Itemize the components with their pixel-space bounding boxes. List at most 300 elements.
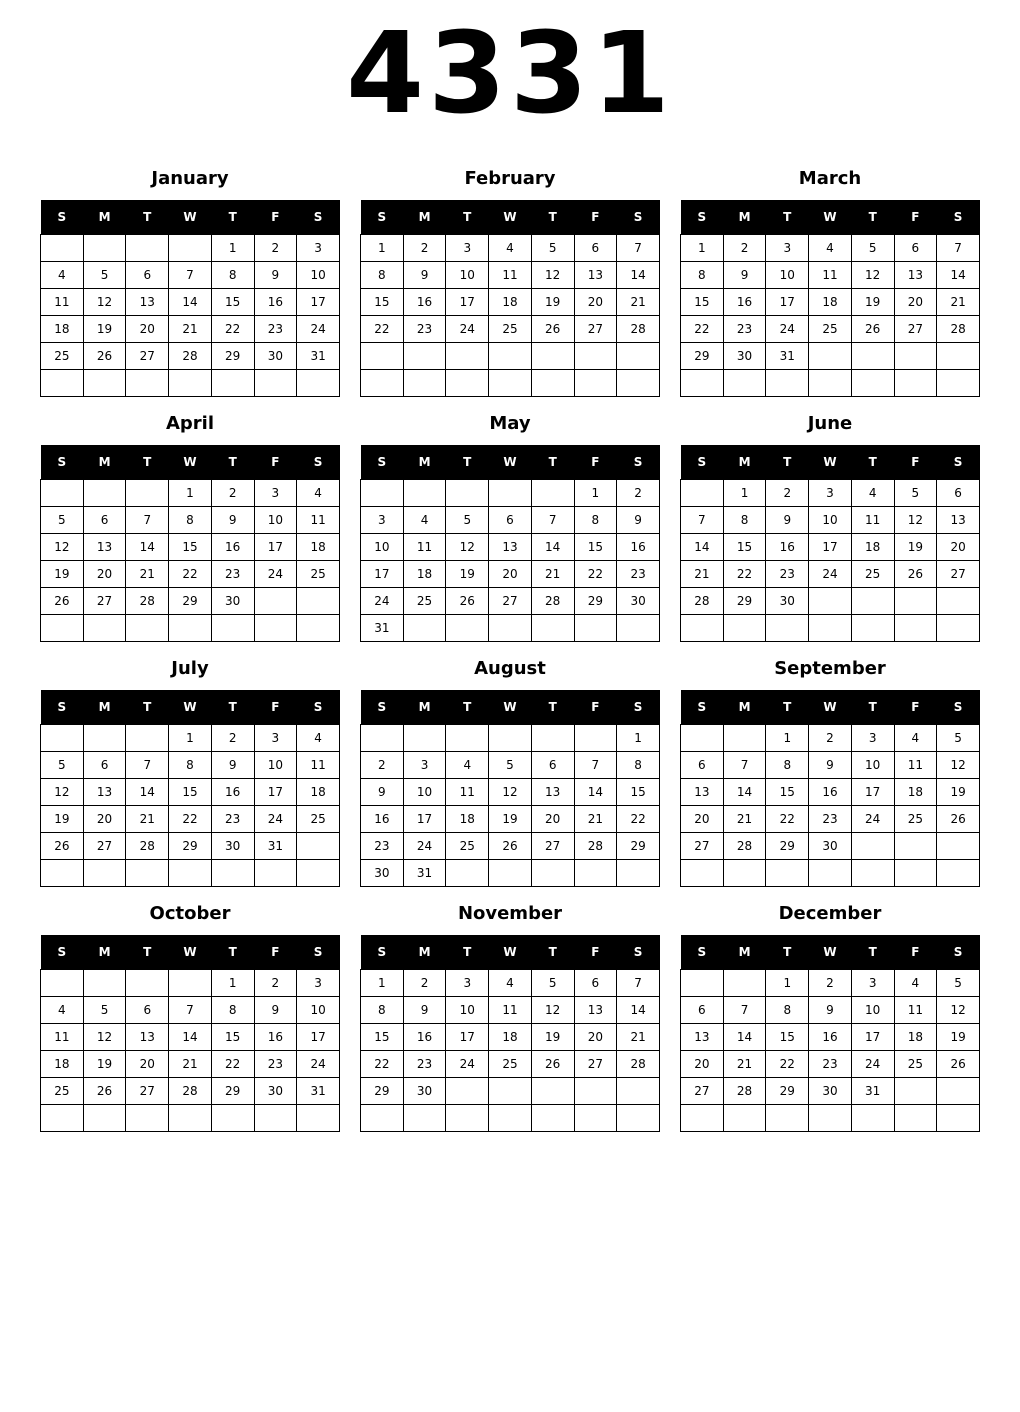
day-cell[interactable]: 5 <box>937 725 980 752</box>
day-cell[interactable]: 1 <box>681 235 724 262</box>
day-cell[interactable]: 30 <box>766 588 809 615</box>
day-cell[interactable]: 24 <box>403 833 446 860</box>
day-cell[interactable]: 3 <box>297 970 340 997</box>
day-cell[interactable]: 23 <box>617 561 660 588</box>
day-cell[interactable]: 2 <box>361 752 404 779</box>
day-cell[interactable]: 15 <box>574 534 617 561</box>
day-cell[interactable]: 10 <box>446 262 489 289</box>
day-cell[interactable]: 28 <box>723 833 766 860</box>
day-cell[interactable]: 19 <box>937 1024 980 1051</box>
day-cell[interactable]: 24 <box>809 561 852 588</box>
day-cell[interactable]: 12 <box>937 752 980 779</box>
day-cell[interactable]: 16 <box>766 534 809 561</box>
day-cell[interactable]: 8 <box>361 997 404 1024</box>
day-cell[interactable]: 18 <box>894 779 937 806</box>
day-cell[interactable]: 7 <box>574 752 617 779</box>
day-cell[interactable]: 11 <box>297 752 340 779</box>
day-cell[interactable]: 16 <box>254 289 297 316</box>
day-cell[interactable]: 16 <box>403 289 446 316</box>
day-cell[interactable]: 19 <box>937 779 980 806</box>
day-cell[interactable]: 9 <box>809 752 852 779</box>
day-cell[interactable]: 25 <box>489 316 532 343</box>
day-cell[interactable]: 24 <box>297 316 340 343</box>
day-cell[interactable]: 12 <box>851 262 894 289</box>
day-cell[interactable]: 2 <box>723 235 766 262</box>
day-cell[interactable]: 1 <box>169 480 212 507</box>
day-cell[interactable]: 19 <box>83 316 126 343</box>
day-cell[interactable]: 12 <box>83 1024 126 1051</box>
day-cell[interactable]: 15 <box>169 534 212 561</box>
day-cell[interactable]: 25 <box>446 833 489 860</box>
day-cell[interactable]: 30 <box>809 1078 852 1105</box>
day-cell[interactable]: 21 <box>681 561 724 588</box>
day-cell[interactable]: 25 <box>894 806 937 833</box>
day-cell[interactable]: 29 <box>766 1078 809 1105</box>
day-cell[interactable]: 5 <box>41 752 84 779</box>
day-cell[interactable]: 26 <box>851 316 894 343</box>
day-cell[interactable]: 28 <box>723 1078 766 1105</box>
day-cell[interactable]: 19 <box>531 1024 574 1051</box>
day-cell[interactable]: 22 <box>361 1051 404 1078</box>
day-cell[interactable]: 9 <box>254 997 297 1024</box>
day-cell[interactable]: 3 <box>446 235 489 262</box>
day-cell[interactable]: 2 <box>766 480 809 507</box>
day-cell[interactable]: 5 <box>83 997 126 1024</box>
day-cell[interactable]: 30 <box>617 588 660 615</box>
day-cell[interactable]: 25 <box>297 806 340 833</box>
day-cell[interactable]: 23 <box>723 316 766 343</box>
day-cell[interactable]: 3 <box>809 480 852 507</box>
day-cell[interactable]: 4 <box>446 752 489 779</box>
day-cell[interactable]: 5 <box>83 262 126 289</box>
day-cell[interactable]: 24 <box>361 588 404 615</box>
day-cell[interactable]: 12 <box>446 534 489 561</box>
day-cell[interactable]: 5 <box>531 235 574 262</box>
day-cell[interactable]: 1 <box>211 235 254 262</box>
day-cell[interactable]: 1 <box>617 725 660 752</box>
day-cell[interactable]: 18 <box>489 1024 532 1051</box>
day-cell[interactable]: 12 <box>937 997 980 1024</box>
day-cell[interactable]: 1 <box>361 970 404 997</box>
day-cell[interactable]: 22 <box>211 1051 254 1078</box>
day-cell[interactable]: 26 <box>41 588 84 615</box>
day-cell[interactable]: 14 <box>617 997 660 1024</box>
day-cell[interactable]: 22 <box>169 561 212 588</box>
day-cell[interactable]: 3 <box>254 480 297 507</box>
day-cell[interactable]: 8 <box>766 752 809 779</box>
day-cell[interactable]: 5 <box>489 752 532 779</box>
day-cell[interactable]: 3 <box>297 235 340 262</box>
day-cell[interactable]: 14 <box>681 534 724 561</box>
day-cell[interactable]: 10 <box>446 997 489 1024</box>
day-cell[interactable]: 10 <box>254 507 297 534</box>
day-cell[interactable]: 29 <box>574 588 617 615</box>
day-cell[interactable]: 26 <box>83 343 126 370</box>
day-cell[interactable]: 1 <box>361 235 404 262</box>
day-cell[interactable]: 22 <box>169 806 212 833</box>
day-cell[interactable]: 9 <box>723 262 766 289</box>
day-cell[interactable]: 6 <box>681 997 724 1024</box>
day-cell[interactable]: 23 <box>254 1051 297 1078</box>
day-cell[interactable]: 1 <box>766 725 809 752</box>
day-cell[interactable]: 20 <box>894 289 937 316</box>
day-cell[interactable]: 26 <box>41 833 84 860</box>
day-cell[interactable]: 11 <box>489 262 532 289</box>
day-cell[interactable]: 1 <box>723 480 766 507</box>
day-cell[interactable]: 16 <box>809 779 852 806</box>
day-cell[interactable]: 13 <box>894 262 937 289</box>
day-cell[interactable]: 21 <box>937 289 980 316</box>
day-cell[interactable]: 12 <box>41 779 84 806</box>
day-cell[interactable]: 17 <box>361 561 404 588</box>
day-cell[interactable]: 26 <box>894 561 937 588</box>
day-cell[interactable]: 25 <box>809 316 852 343</box>
day-cell[interactable]: 8 <box>169 752 212 779</box>
day-cell[interactable]: 17 <box>851 779 894 806</box>
day-cell[interactable]: 11 <box>297 507 340 534</box>
day-cell[interactable]: 10 <box>809 507 852 534</box>
day-cell[interactable]: 29 <box>169 833 212 860</box>
day-cell[interactable]: 17 <box>297 1024 340 1051</box>
day-cell[interactable]: 27 <box>574 1051 617 1078</box>
day-cell[interactable]: 5 <box>41 507 84 534</box>
day-cell[interactable]: 20 <box>574 289 617 316</box>
day-cell[interactable]: 11 <box>809 262 852 289</box>
day-cell[interactable]: 5 <box>851 235 894 262</box>
day-cell[interactable]: 10 <box>361 534 404 561</box>
day-cell[interactable]: 26 <box>446 588 489 615</box>
day-cell[interactable]: 14 <box>723 1024 766 1051</box>
day-cell[interactable]: 22 <box>211 316 254 343</box>
day-cell[interactable]: 24 <box>254 561 297 588</box>
day-cell[interactable]: 9 <box>617 507 660 534</box>
day-cell[interactable]: 11 <box>489 997 532 1024</box>
day-cell[interactable]: 23 <box>766 561 809 588</box>
day-cell[interactable]: 11 <box>446 779 489 806</box>
day-cell[interactable]: 15 <box>361 289 404 316</box>
day-cell[interactable]: 21 <box>169 1051 212 1078</box>
day-cell[interactable]: 29 <box>361 1078 404 1105</box>
day-cell[interactable]: 3 <box>851 970 894 997</box>
day-cell[interactable]: 27 <box>681 833 724 860</box>
day-cell[interactable]: 7 <box>723 997 766 1024</box>
day-cell[interactable]: 9 <box>403 262 446 289</box>
day-cell[interactable]: 21 <box>531 561 574 588</box>
day-cell[interactable]: 27 <box>574 316 617 343</box>
day-cell[interactable]: 3 <box>403 752 446 779</box>
day-cell[interactable]: 7 <box>169 997 212 1024</box>
day-cell[interactable]: 31 <box>766 343 809 370</box>
day-cell[interactable]: 29 <box>766 833 809 860</box>
day-cell[interactable]: 7 <box>617 235 660 262</box>
day-cell[interactable]: 10 <box>766 262 809 289</box>
day-cell[interactable]: 8 <box>169 507 212 534</box>
day-cell[interactable]: 23 <box>254 316 297 343</box>
day-cell[interactable]: 17 <box>851 1024 894 1051</box>
day-cell[interactable]: 20 <box>681 1051 724 1078</box>
day-cell[interactable]: 20 <box>681 806 724 833</box>
day-cell[interactable]: 8 <box>723 507 766 534</box>
day-cell[interactable]: 29 <box>681 343 724 370</box>
day-cell[interactable]: 31 <box>297 1078 340 1105</box>
day-cell[interactable]: 18 <box>297 534 340 561</box>
day-cell[interactable]: 10 <box>851 752 894 779</box>
day-cell[interactable]: 12 <box>489 779 532 806</box>
day-cell[interactable]: 11 <box>41 289 84 316</box>
day-cell[interactable]: 13 <box>681 1024 724 1051</box>
day-cell[interactable]: 31 <box>361 615 404 642</box>
day-cell[interactable]: 6 <box>126 262 169 289</box>
day-cell[interactable]: 19 <box>894 534 937 561</box>
day-cell[interactable]: 10 <box>403 779 446 806</box>
day-cell[interactable]: 30 <box>361 860 404 887</box>
day-cell[interactable]: 14 <box>169 1024 212 1051</box>
day-cell[interactable]: 24 <box>766 316 809 343</box>
day-cell[interactable]: 10 <box>851 997 894 1024</box>
day-cell[interactable]: 30 <box>809 833 852 860</box>
day-cell[interactable]: 9 <box>254 262 297 289</box>
day-cell[interactable]: 4 <box>41 997 84 1024</box>
day-cell[interactable]: 18 <box>894 1024 937 1051</box>
day-cell[interactable]: 21 <box>169 316 212 343</box>
day-cell[interactable]: 18 <box>403 561 446 588</box>
day-cell[interactable]: 24 <box>851 1051 894 1078</box>
day-cell[interactable]: 20 <box>126 316 169 343</box>
day-cell[interactable]: 9 <box>403 997 446 1024</box>
day-cell[interactable]: 25 <box>297 561 340 588</box>
day-cell[interactable]: 18 <box>41 1051 84 1078</box>
day-cell[interactable]: 13 <box>574 997 617 1024</box>
day-cell[interactable]: 7 <box>126 507 169 534</box>
day-cell[interactable]: 14 <box>617 262 660 289</box>
day-cell[interactable]: 22 <box>766 806 809 833</box>
day-cell[interactable]: 23 <box>403 1051 446 1078</box>
day-cell[interactable]: 25 <box>851 561 894 588</box>
day-cell[interactable]: 28 <box>126 588 169 615</box>
day-cell[interactable]: 9 <box>211 752 254 779</box>
day-cell[interactable]: 19 <box>446 561 489 588</box>
day-cell[interactable]: 15 <box>723 534 766 561</box>
day-cell[interactable]: 29 <box>211 343 254 370</box>
day-cell[interactable]: 13 <box>489 534 532 561</box>
day-cell[interactable]: 26 <box>531 1051 574 1078</box>
day-cell[interactable]: 14 <box>723 779 766 806</box>
day-cell[interactable]: 14 <box>574 779 617 806</box>
day-cell[interactable]: 2 <box>254 970 297 997</box>
day-cell[interactable]: 18 <box>297 779 340 806</box>
day-cell[interactable]: 6 <box>574 970 617 997</box>
day-cell[interactable]: 13 <box>937 507 980 534</box>
day-cell[interactable]: 23 <box>361 833 404 860</box>
day-cell[interactable]: 2 <box>809 970 852 997</box>
day-cell[interactable]: 27 <box>126 343 169 370</box>
day-cell[interactable]: 26 <box>83 1078 126 1105</box>
day-cell[interactable]: 8 <box>211 997 254 1024</box>
day-cell[interactable]: 22 <box>766 1051 809 1078</box>
day-cell[interactable]: 24 <box>446 316 489 343</box>
day-cell[interactable]: 1 <box>574 480 617 507</box>
day-cell[interactable]: 20 <box>531 806 574 833</box>
day-cell[interactable]: 20 <box>126 1051 169 1078</box>
day-cell[interactable]: 13 <box>126 1024 169 1051</box>
day-cell[interactable]: 6 <box>531 752 574 779</box>
day-cell[interactable]: 11 <box>403 534 446 561</box>
day-cell[interactable]: 21 <box>723 806 766 833</box>
day-cell[interactable]: 15 <box>617 779 660 806</box>
day-cell[interactable]: 3 <box>361 507 404 534</box>
day-cell[interactable]: 10 <box>297 997 340 1024</box>
day-cell[interactable]: 20 <box>83 806 126 833</box>
day-cell[interactable]: 6 <box>126 997 169 1024</box>
day-cell[interactable]: 15 <box>681 289 724 316</box>
day-cell[interactable]: 16 <box>211 779 254 806</box>
day-cell[interactable]: 28 <box>937 316 980 343</box>
day-cell[interactable]: 16 <box>809 1024 852 1051</box>
day-cell[interactable]: 18 <box>489 289 532 316</box>
day-cell[interactable]: 6 <box>574 235 617 262</box>
day-cell[interactable]: 18 <box>446 806 489 833</box>
day-cell[interactable]: 22 <box>361 316 404 343</box>
day-cell[interactable]: 3 <box>851 725 894 752</box>
day-cell[interactable]: 13 <box>83 534 126 561</box>
day-cell[interactable]: 18 <box>851 534 894 561</box>
day-cell[interactable]: 5 <box>937 970 980 997</box>
day-cell[interactable]: 2 <box>403 235 446 262</box>
day-cell[interactable]: 4 <box>297 480 340 507</box>
day-cell[interactable]: 14 <box>126 534 169 561</box>
day-cell[interactable]: 10 <box>254 752 297 779</box>
day-cell[interactable]: 6 <box>83 752 126 779</box>
day-cell[interactable]: 17 <box>254 534 297 561</box>
day-cell[interactable]: 25 <box>41 343 84 370</box>
day-cell[interactable]: 2 <box>403 970 446 997</box>
day-cell[interactable]: 31 <box>297 343 340 370</box>
day-cell[interactable]: 30 <box>211 588 254 615</box>
day-cell[interactable]: 30 <box>723 343 766 370</box>
day-cell[interactable]: 26 <box>937 806 980 833</box>
day-cell[interactable]: 16 <box>617 534 660 561</box>
day-cell[interactable]: 20 <box>489 561 532 588</box>
day-cell[interactable]: 15 <box>211 289 254 316</box>
day-cell[interactable]: 11 <box>851 507 894 534</box>
day-cell[interactable]: 4 <box>297 725 340 752</box>
day-cell[interactable]: 8 <box>617 752 660 779</box>
day-cell[interactable]: 15 <box>169 779 212 806</box>
day-cell[interactable]: 24 <box>851 806 894 833</box>
day-cell[interactable]: 30 <box>254 1078 297 1105</box>
day-cell[interactable]: 29 <box>169 588 212 615</box>
day-cell[interactable]: 17 <box>403 806 446 833</box>
day-cell[interactable]: 2 <box>254 235 297 262</box>
day-cell[interactable]: 5 <box>446 507 489 534</box>
day-cell[interactable]: 12 <box>83 289 126 316</box>
day-cell[interactable]: 16 <box>361 806 404 833</box>
day-cell[interactable]: 21 <box>126 561 169 588</box>
day-cell[interactable]: 27 <box>681 1078 724 1105</box>
day-cell[interactable]: 2 <box>809 725 852 752</box>
day-cell[interactable]: 1 <box>766 970 809 997</box>
day-cell[interactable]: 9 <box>361 779 404 806</box>
day-cell[interactable]: 15 <box>766 779 809 806</box>
day-cell[interactable]: 23 <box>211 806 254 833</box>
day-cell[interactable]: 30 <box>211 833 254 860</box>
day-cell[interactable]: 4 <box>403 507 446 534</box>
day-cell[interactable]: 23 <box>403 316 446 343</box>
day-cell[interactable]: 31 <box>403 860 446 887</box>
day-cell[interactable]: 21 <box>723 1051 766 1078</box>
day-cell[interactable]: 25 <box>489 1051 532 1078</box>
day-cell[interactable]: 21 <box>126 806 169 833</box>
day-cell[interactable]: 29 <box>211 1078 254 1105</box>
day-cell[interactable]: 24 <box>254 806 297 833</box>
day-cell[interactable]: 20 <box>83 561 126 588</box>
day-cell[interactable]: 4 <box>41 262 84 289</box>
day-cell[interactable]: 11 <box>894 997 937 1024</box>
day-cell[interactable]: 14 <box>126 779 169 806</box>
day-cell[interactable]: 22 <box>723 561 766 588</box>
day-cell[interactable]: 6 <box>937 480 980 507</box>
day-cell[interactable]: 27 <box>937 561 980 588</box>
day-cell[interactable]: 27 <box>126 1078 169 1105</box>
day-cell[interactable]: 27 <box>531 833 574 860</box>
day-cell[interactable]: 17 <box>766 289 809 316</box>
day-cell[interactable]: 27 <box>83 833 126 860</box>
day-cell[interactable]: 28 <box>681 588 724 615</box>
day-cell[interactable]: 19 <box>83 1051 126 1078</box>
day-cell[interactable]: 6 <box>894 235 937 262</box>
day-cell[interactable]: 4 <box>489 970 532 997</box>
day-cell[interactable]: 7 <box>126 752 169 779</box>
day-cell[interactable]: 4 <box>851 480 894 507</box>
day-cell[interactable]: 2 <box>617 480 660 507</box>
day-cell[interactable]: 15 <box>766 1024 809 1051</box>
day-cell[interactable]: 17 <box>297 289 340 316</box>
day-cell[interactable]: 6 <box>489 507 532 534</box>
day-cell[interactable]: 12 <box>894 507 937 534</box>
day-cell[interactable]: 17 <box>446 1024 489 1051</box>
day-cell[interactable]: 8 <box>211 262 254 289</box>
day-cell[interactable]: 30 <box>254 343 297 370</box>
day-cell[interactable]: 4 <box>809 235 852 262</box>
day-cell[interactable]: 28 <box>574 833 617 860</box>
day-cell[interactable]: 14 <box>531 534 574 561</box>
day-cell[interactable]: 21 <box>574 806 617 833</box>
day-cell[interactable]: 9 <box>211 507 254 534</box>
day-cell[interactable]: 1 <box>169 725 212 752</box>
day-cell[interactable]: 2 <box>211 480 254 507</box>
day-cell[interactable]: 7 <box>617 970 660 997</box>
day-cell[interactable]: 27 <box>894 316 937 343</box>
day-cell[interactable]: 16 <box>211 534 254 561</box>
day-cell[interactable]: 20 <box>574 1024 617 1051</box>
day-cell[interactable]: 19 <box>41 561 84 588</box>
day-cell[interactable]: 13 <box>126 289 169 316</box>
day-cell[interactable]: 17 <box>254 779 297 806</box>
day-cell[interactable]: 5 <box>894 480 937 507</box>
day-cell[interactable]: 7 <box>723 752 766 779</box>
day-cell[interactable]: 18 <box>41 316 84 343</box>
day-cell[interactable]: 4 <box>894 970 937 997</box>
day-cell[interactable]: 1 <box>211 970 254 997</box>
day-cell[interactable]: 19 <box>531 289 574 316</box>
day-cell[interactable]: 14 <box>169 289 212 316</box>
day-cell[interactable]: 29 <box>723 588 766 615</box>
day-cell[interactable]: 31 <box>851 1078 894 1105</box>
day-cell[interactable]: 24 <box>446 1051 489 1078</box>
day-cell[interactable]: 24 <box>297 1051 340 1078</box>
day-cell[interactable]: 15 <box>211 1024 254 1051</box>
day-cell[interactable]: 22 <box>617 806 660 833</box>
